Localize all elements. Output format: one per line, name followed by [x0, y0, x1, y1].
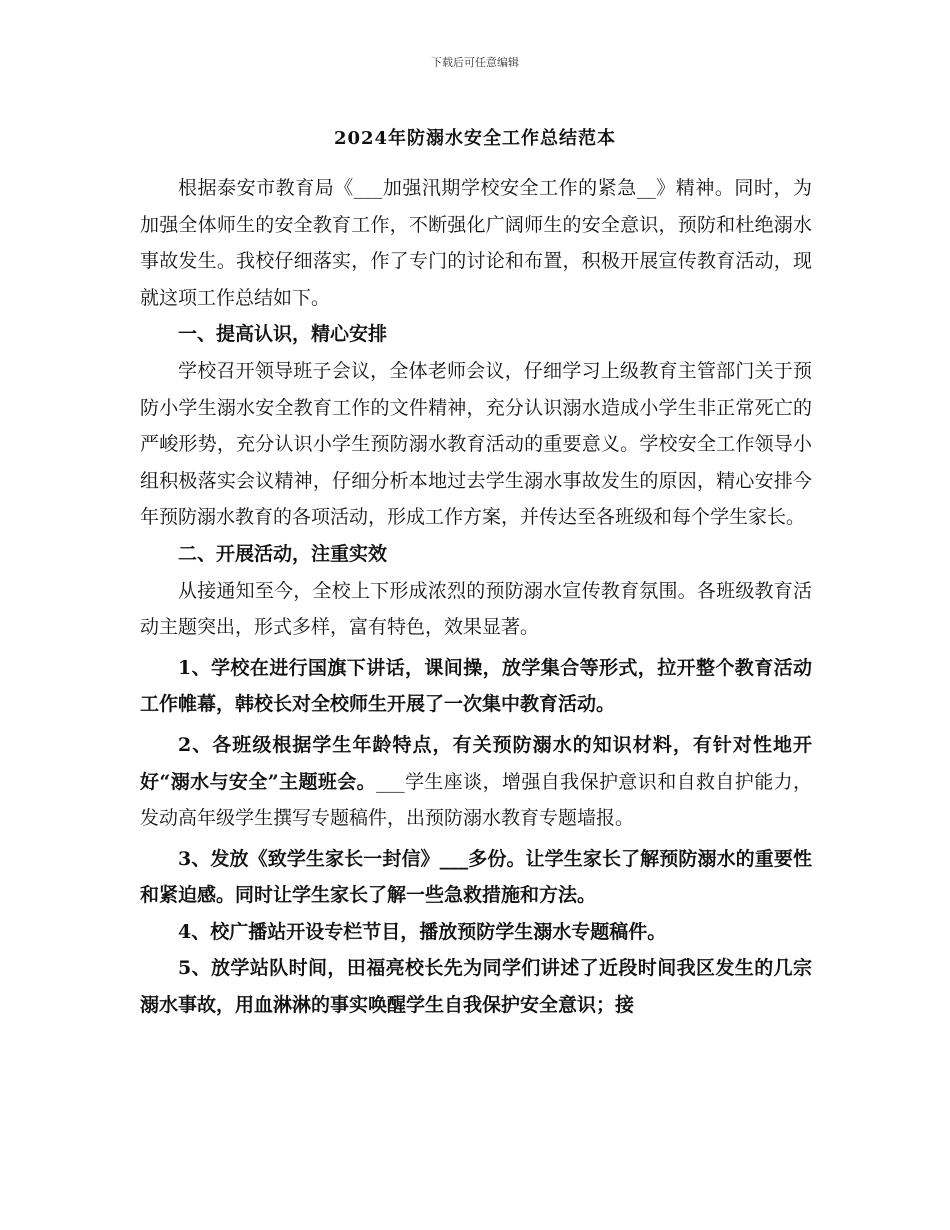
list-item-4: 4、校广播站开设专栏节目，播放预防学生溺水专题稿件。 — [178, 920, 667, 943]
document-body — [140, 170, 812, 1024]
list-item-3: 3、发放《致学生家长一封信》___多份。让学生家长了解预防溺水的重要性和紧迫感。同时让学生家长了解一些急救措施和方法。 — [140, 847, 812, 907]
document-title: 2024年防溺水安全工作总结范本 — [333, 128, 617, 149]
paragraph-intro: 根据泰安市教育局《___加强汛期学校安全工作的紧急__》精神。同时，为加强全体师生的安全教育工作，不断强化广阔师生的安全意识，预防和杜绝溺水事故发生。我校仔细落实，作了专门的讨论和布置，积极开展宣传教育活动，现就这项工作总结如下。 — [140, 177, 812, 309]
list-item-2-bold: 2、各班级根据学生年龄特点，有关预防溺水的知识材料，有针对性地开好“溺水与安全”主题班会。 — [140, 733, 812, 793]
list-item-5: 5、放学站队时间，田福亮校长先为同学们讲述了近段时间我区发生的几宗溺水事故，用血淋淋的事实唤醒学生自我保护安全意识；接 — [140, 957, 812, 1017]
list-item-2-rest: ___学生座谈，增强自我保护意识和自救自护能力，发动高年级学生撰写专题稿件，出预防溺水教育专题墙报。 — [140, 770, 812, 830]
list-item-2 — [140, 727, 812, 837]
list-item-1: 1、学校在进行国旗下讲话，课间操，放学集合等形式，拉开整个教育活动工作帷幕，韩校长对全校师生开展了一次集中教育活动。 — [140, 656, 812, 716]
header-note: 下载后可任意编辑 — [431, 56, 519, 69]
section-heading-1: 一、提高认识，精心安排 — [178, 323, 388, 346]
paragraph-section-1: 学校召开领导班子会议，全体老师会议，仔细学习上级教育主管部门关于预防小学生溺水安全教育工作的文件精神，充分认识溺水造成小学生非正常死亡的严峻形势，充分认识小学生预防溺水教育活动的重要意义。学校安全工作领导小组积极落实会议精神，仔细分析本地过去学生溺水事故发生的原因，精心安排今年预防溺水教育的各项活动，形成工作方案，并传达至各班级和每个学生家长。 — [140, 359, 812, 529]
paragraph-section-2: 从接通知至今，全校上下形成浓烈的预防溺水宣传教育氛围。各班级教育活动主题突出，形式多样，富有特色，效果显著。 — [140, 579, 812, 639]
section-heading-2: 二、开展活动，注重实效 — [178, 542, 388, 565]
